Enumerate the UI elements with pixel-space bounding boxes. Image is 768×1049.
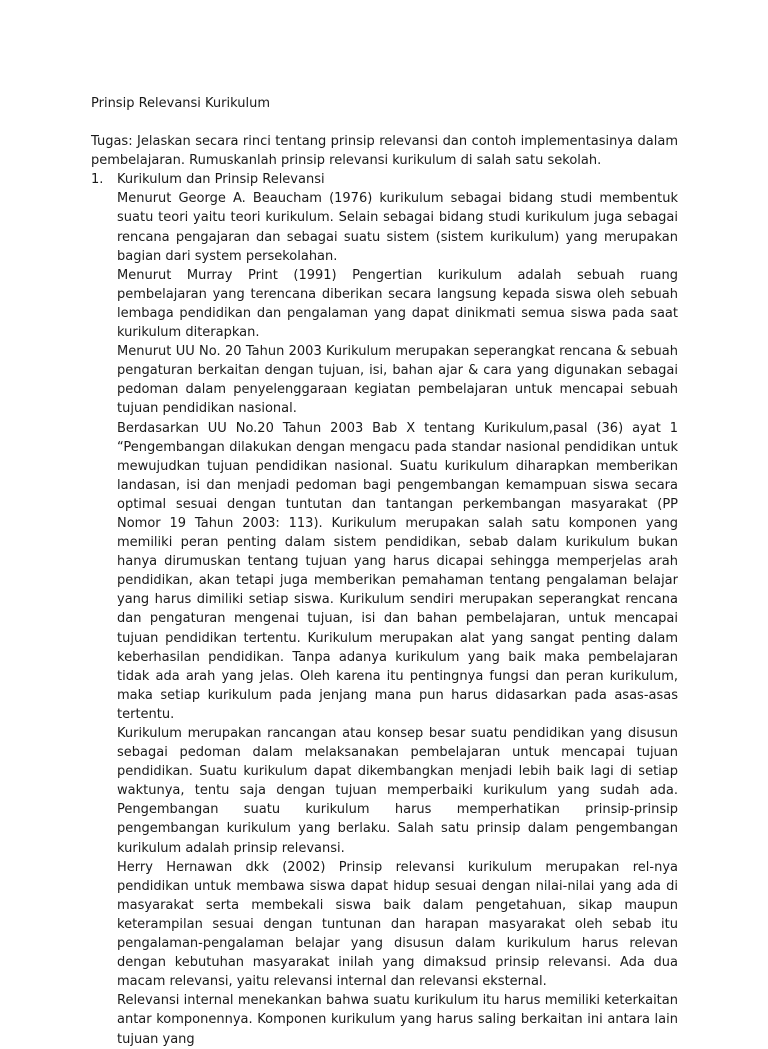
task-paragraph: Tugas: Jelaskan secara rinci tentang prinsip relevansi dan contoh implementasinya dalam pembelajaran. Rumuskanlah prinsip relevansi kurikulum di salah satu sekolah.: [91, 134, 678, 169]
document-title: Prinsip Relevansi Kurikulum: [91, 96, 271, 111]
paragraph-hernawan: Herry Hernawan dkk (2002) Prinsip relevansi kurikulum merupakan rel-nya pendidikan untuk membawa siswa dapat hidup sesuai dengan nilai-nilai yang ada di masyarakat serta membekali siswa baik dalam pengetahuan, sikap maupun keterampilan sesuai dengan tuntunan dan harapan masyarakat oleh sebab itu pengalaman-pengalaman belajar yang disusun dalam kurikulum harus relevan dengan kebutuhan masyarakat inilah yang dimaksud prinsip relevansi. Ada dua macam relevansi, yaitu relevansi internal dan relevansi eksternal.: [117, 859, 678, 990]
paragraph-uu-20-2003: Menurut UU No. 20 Tahun 2003 Kurikulum merupakan seperangkat rencana & sebuah pengaturan berkaitan dengan tujuan, isi, bahan ajar & cara yang digunakan sebagai pedoman dalam penyelenggaraan kegiatan pembelajaran untuk mencapai sebuah tujuan pendidikan nasional.: [117, 344, 678, 417]
section-number: 1.: [91, 172, 104, 188]
paragraph-relevansi-internal: Relevansi internal menekankan bahwa suatu kurikulum itu harus memiliki keterkaitan antar komponennya. Komponen kurikulum yang harus saling berkaitan ini antara lain tujuan yang: [117, 993, 678, 1047]
section-body: [91, 189, 678, 1048]
paragraph-murray-print: Menurut Murray Print (1991) Pengertian kurikulum adalah sebuah ruang pembelajaran yang terencana diberikan secara langsung kepada siswa oleh sebuah lembaga pendidikan dan pengalaman yang dapat dinikmati semua siswa pada saat kurikulum diterapkan.: [117, 267, 678, 341]
paragraph-pasal-36: Berdasarkan UU No.20 Tahun 2003 Bab X tentang Kurikulum,pasal (36) ayat 1 “Pengembangan dilakukan dengan mengacu pada standar nasional pendidikan untuk mewujudkan tujuan pendidikan nasional. Suatu kurikulum diharapkan memberikan landasan, isi dan menjadi pedoman bagi pengembangan kemampuan siswa secara optimal sesuai dengan tuntutan dan tantangan perkembangan masyarakat (PP Nomor 19 Tahun 2003: 113). Kurikulum merupakan salah satu komponen yang memiliki peran penting dalam sistem pendidikan, sebab dalam kurikulum bukan hanya dirumuskan tentang tujuan yang harus dicapai sehingga memperjelas arah pendidikan, akan tetapi juga memberikan pemahaman tentang pengalaman belajar yang harus dimiliki setiap siswa. Kurikulum sendiri merupakan seperangkat rencana dan pengaturan mengenai tujuan, isi dan bahan pembelajaran, untuk mencapai tujuan pendidikan tertentu. Kurikulum merupakan alat yang sangat penting dalam keberhasilan pendidikan. Tanpa adanya kurikulum yang baik maka pembelajaran tidak ada arah yang jelas. Oleh karena itu pentingnya fungsi dan peran kurikulum, maka setiap kurikulum pada jenjang mana pun harus didasarkan pada asas-asas tertentu.: [117, 420, 678, 722]
section-heading: [91, 170, 678, 189]
section-heading-text: Kurikulum dan Prinsip Relevansi: [117, 172, 325, 188]
paragraph-rancangan: Kurikulum merupakan rancangan atau konsep besar suatu pendidikan yang disusun sebagai pedoman dalam melaksanakan pembelajaran untuk mencapai tujuan pendidikan. Suatu kurikulum dapat dikembangkan menjadi lebih baik lagi di setiap waktunya, tentu saja dengan tujuan memperbaiki kurikulum yang sudah ada. Pengembangan suatu kurikulum harus memperhatikan prinsip-prinsip pengembangan kurikulum yang berlaku. Salah satu prinsip dalam pengembangan kurikulum adalah prinsip relevansi.: [117, 726, 678, 856]
paragraph-beaucham: Menurut George A. Beaucham (1976) kurikulum sebagai bidang studi membentuk suatu teori yaitu teori kurikulum. Selain sebagai bidang studi kurikulum juga sebagai rencana pengajaran dan sebagai suatu sistem (sistem kurikulum) yang merupakan bagian dari system persekolahan.: [117, 191, 678, 264]
